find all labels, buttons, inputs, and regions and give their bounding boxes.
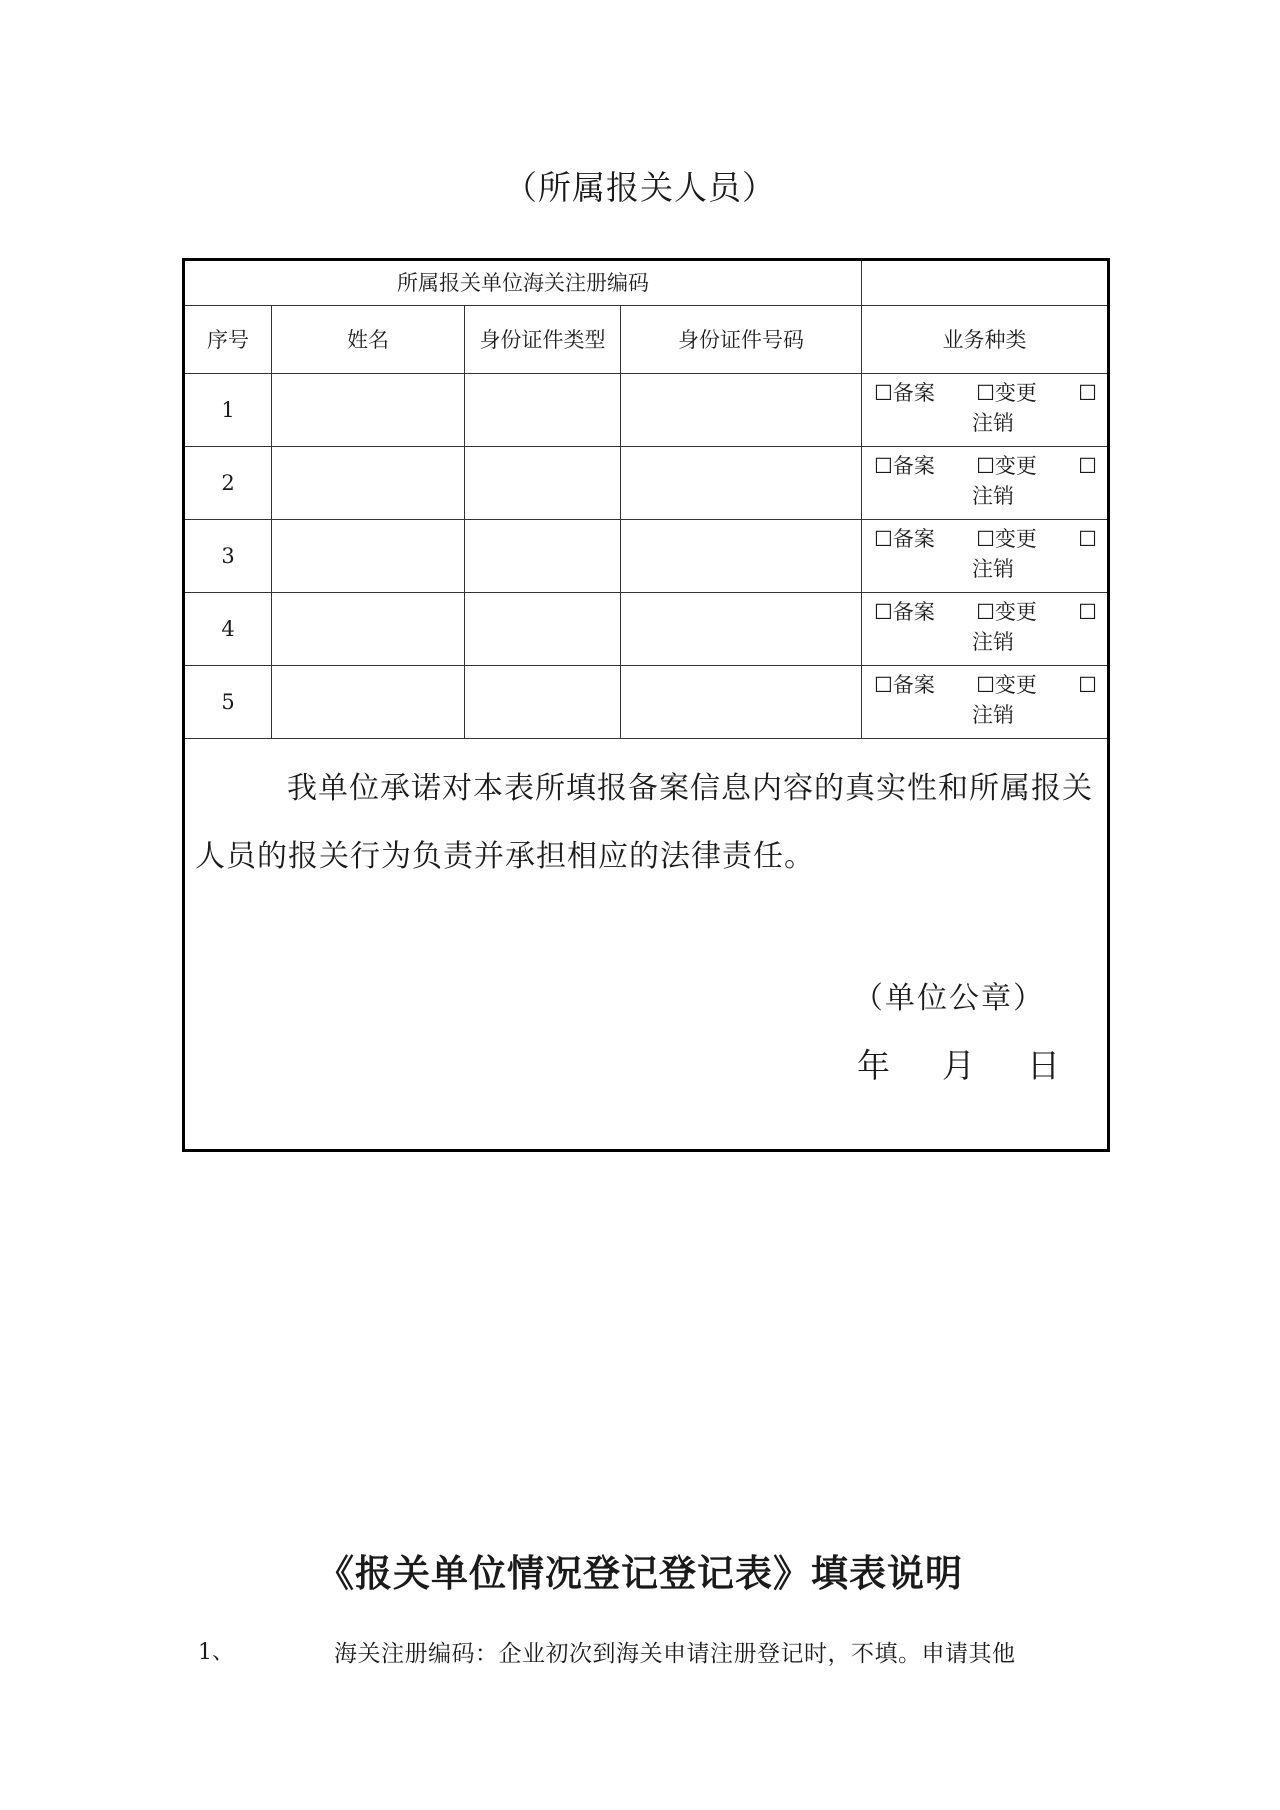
table-row <box>184 374 1109 447</box>
registration-code-label: 所属报关单位海关注册编码 <box>184 260 862 306</box>
header-seq: 序号 <box>184 306 272 374</box>
commitment-text: 我单位承诺对本表所填报备案信息内容的真实性和所属报关人员的报关行为负责并承担相应的法律责任。 <box>195 771 1093 874</box>
row-seq: 1 <box>184 374 272 447</box>
commitment-row <box>184 739 1109 1151</box>
cancel-checkbox[interactable]: ☐ <box>1078 673 1097 697</box>
business-type-cell <box>862 520 1109 593</box>
table-row <box>184 593 1109 666</box>
id-number-field[interactable] <box>621 374 862 447</box>
date-line <box>857 1046 1060 1085</box>
table-row <box>184 666 1109 739</box>
name-field[interactable] <box>272 666 465 739</box>
table-row <box>184 520 1109 593</box>
year-label: 年 <box>857 1046 890 1085</box>
header-id-number: 身份证件号码 <box>621 306 862 374</box>
id-type-field[interactable] <box>465 374 621 447</box>
cancel-checkbox[interactable]: ☐ <box>1078 600 1097 624</box>
business-type-cell <box>862 447 1109 520</box>
cancel-label: 注销 <box>972 557 1014 581</box>
record-checkbox[interactable]: ☐备案 <box>874 381 935 405</box>
change-checkbox[interactable]: ☐变更 <box>976 381 1037 405</box>
cancel-label: 注销 <box>972 484 1014 508</box>
record-checkbox[interactable]: ☐备案 <box>874 600 935 624</box>
id-number-field[interactable] <box>621 666 862 739</box>
row-seq: 4 <box>184 593 272 666</box>
header-business: 业务种类 <box>862 306 1109 374</box>
row-seq: 2 <box>184 447 272 520</box>
business-type-cell <box>862 374 1109 447</box>
record-checkbox[interactable]: ☐备案 <box>874 673 935 697</box>
table-row <box>184 447 1109 520</box>
header-row <box>184 306 1109 374</box>
cancel-label: 注销 <box>972 703 1014 727</box>
change-checkbox[interactable]: ☐变更 <box>976 600 1037 624</box>
record-checkbox[interactable]: ☐备案 <box>874 454 935 478</box>
id-number-field[interactable] <box>621 447 862 520</box>
row-seq: 5 <box>184 666 272 739</box>
change-checkbox[interactable]: ☐变更 <box>976 454 1037 478</box>
instruction-number: 1、 <box>198 1640 234 1665</box>
day-label: 日 <box>1027 1046 1060 1085</box>
instructions-title: 《报关单位情况登记登记表》填表说明 <box>317 1552 963 1595</box>
id-type-field[interactable] <box>465 520 621 593</box>
id-type-field[interactable] <box>465 447 621 520</box>
header-name: 姓名 <box>272 306 465 374</box>
business-type-cell <box>862 666 1109 739</box>
seal-label: （单位公章） <box>853 981 1045 1016</box>
cancel-checkbox[interactable]: ☐ <box>1078 527 1097 551</box>
page-title: （所属报关人员） <box>504 168 776 207</box>
cancel-checkbox[interactable]: ☐ <box>1078 454 1097 478</box>
id-type-field[interactable] <box>465 666 621 739</box>
personnel-table <box>182 258 1110 1152</box>
month-label: 月 <box>942 1046 975 1085</box>
name-field[interactable] <box>272 520 465 593</box>
id-number-field[interactable] <box>621 593 862 666</box>
cancel-label: 注销 <box>972 630 1014 654</box>
change-checkbox[interactable]: ☐变更 <box>976 527 1037 551</box>
name-field[interactable] <box>272 593 465 666</box>
business-type-cell <box>862 593 1109 666</box>
header-id-type-label: 身份证件类型 <box>479 327 606 352</box>
name-field[interactable] <box>272 374 465 447</box>
registration-code-row <box>184 260 1109 306</box>
id-type-field[interactable] <box>465 593 621 666</box>
header-id-type <box>465 306 621 374</box>
registration-code-field[interactable] <box>862 260 1109 306</box>
instruction-text: 海关注册编码：企业初次到海关申请注册登记时，不填。申请其他 <box>334 1641 1016 1667</box>
cancel-label: 注销 <box>972 411 1014 435</box>
cancel-checkbox[interactable]: ☐ <box>1078 381 1097 405</box>
change-checkbox[interactable]: ☐变更 <box>976 673 1037 697</box>
name-field[interactable] <box>272 447 465 520</box>
id-number-field[interactable] <box>621 520 862 593</box>
commitment-cell <box>184 739 1109 1151</box>
row-seq: 3 <box>184 520 272 593</box>
record-checkbox[interactable]: ☐备案 <box>874 527 935 551</box>
